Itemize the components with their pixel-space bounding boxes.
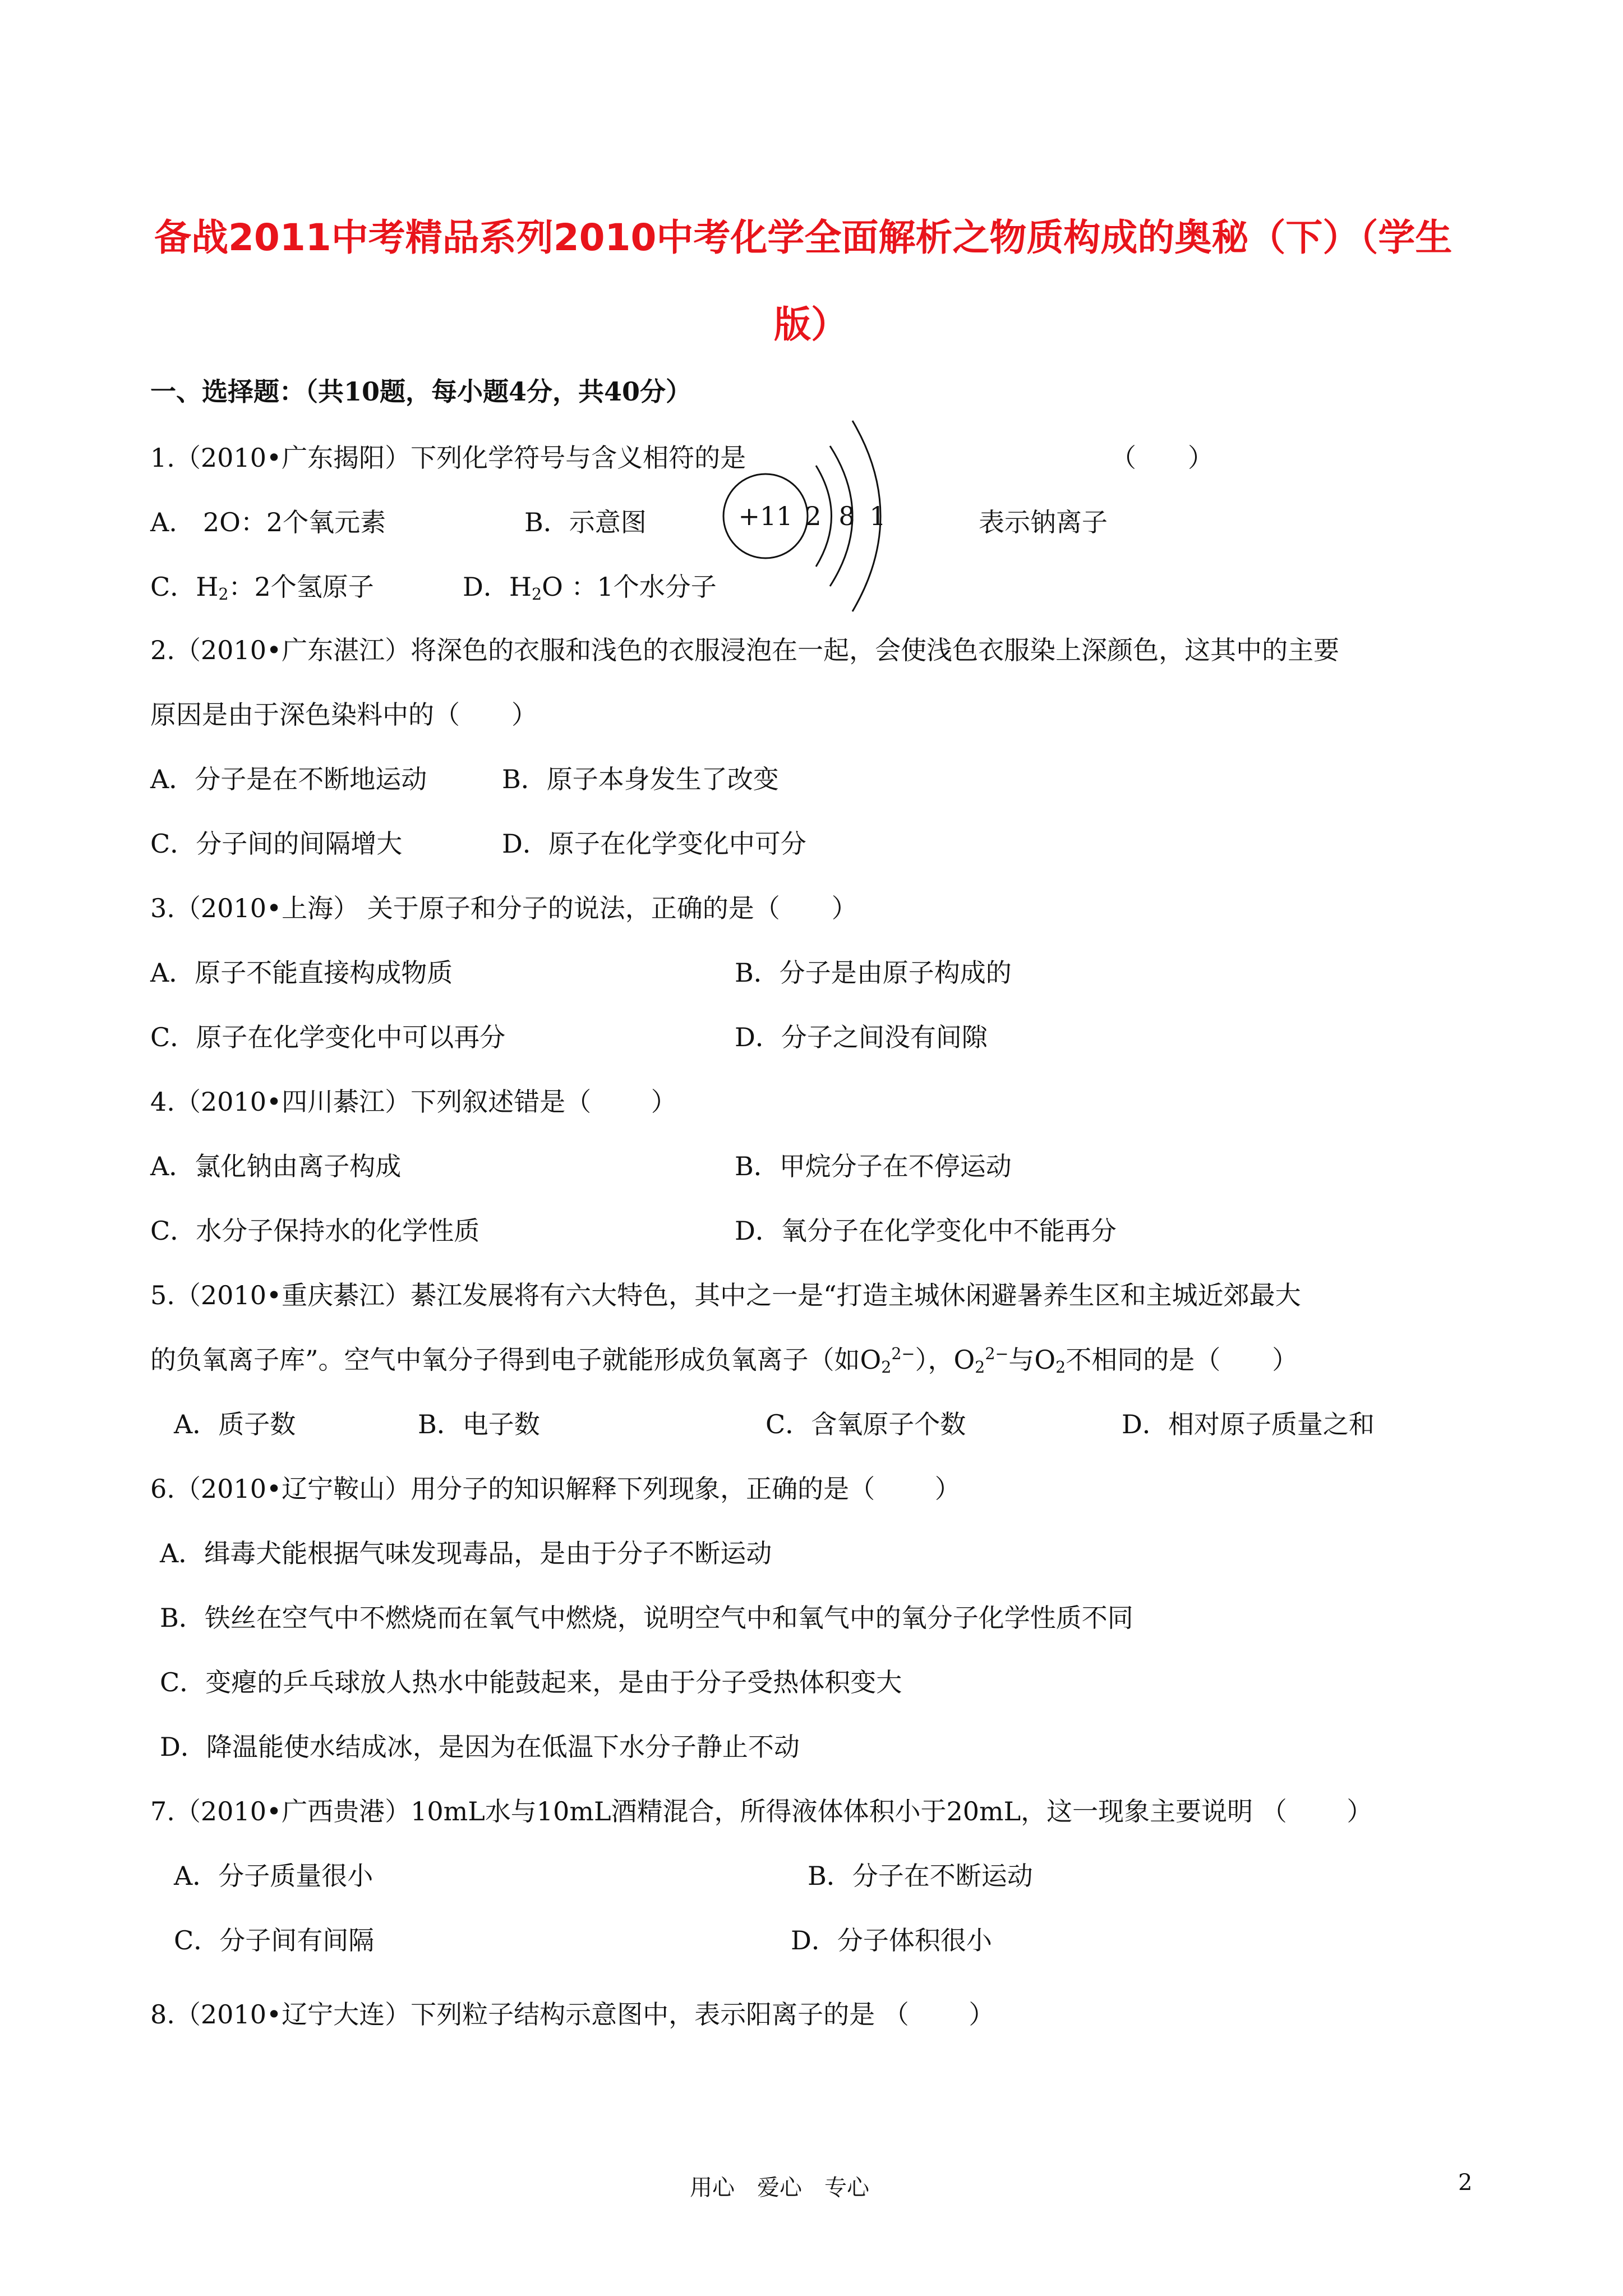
question-5-line-1: 5.（2010•重庆綦江）綦江发展将有六大特色，其中之一是“打造主城休闲避暑养生区和主城近郊最大 [150, 1280, 1301, 1310]
question-4-option-b: B．甲烷分子在不停运动 [735, 1151, 1012, 1181]
question-2-option-d: D．原子在化学变化中可分 [502, 829, 806, 859]
shell-1-electrons: 2 [805, 501, 822, 531]
sodium-atom-diagram [707, 415, 920, 617]
question-3-option-d: D．分子之间没有间隙 [735, 1022, 988, 1052]
question-6-option-d: D．降温能使水结成冰，是因为在低温下水分子静止不动 [160, 1732, 800, 1762]
question-1-stem: 1.（2010•广东揭阳）下列化学符号与含义相符的是 [150, 443, 746, 473]
question-4-option-d: D．氧分子在化学变化中不能再分 [735, 1216, 1117, 1246]
question-5-option-b: B．电子数 [418, 1409, 540, 1439]
question-6-option-c: C．变瘪的乒乓球放人热水中能鼓起来，是由于分子受热体积变大 [160, 1667, 902, 1697]
question-7-option-c: C．分子间有间隔 [174, 1925, 375, 1955]
footer-motto: 用心 爱心 专心 [690, 2175, 869, 2201]
question-2-line-1: 2.（2010•广东湛江）将深色的衣服和浅色的衣服浸泡在一起，会使浅色衣服染上深颜色，这其中的主要 [150, 635, 1340, 665]
question-5-option-c: C．含氧原子个数 [766, 1409, 966, 1439]
question-6-option-b: B．铁丝在空气中不燃烧而在氧气中燃烧，说明空气中和氧气中的氧分子化学性质不同 [160, 1603, 1133, 1633]
question-8-stem: 8.（2010•辽宁大连）下列粒子结构示意图中，表示阳离子的是 （ ） [150, 1999, 995, 2030]
question-4-option-c: C．水分子保持水的化学性质 [150, 1216, 480, 1246]
page-number: 2 [1458, 2170, 1473, 2196]
question-2-option-b: B．原子本身发生了改变 [502, 764, 779, 794]
question-5-option-a: A．质子数 [174, 1409, 296, 1439]
question-5-line-2: 的负氧离子库”。空气中氧分子得到电子就能形成负氧离子（如$O_2^{2-}$），$O_2^{2-}$与$O_2$不相同的是（ ） [150, 1344, 1298, 1377]
question-2-option-a: A．分子是在不断地运动 [150, 764, 427, 794]
question-1-answer-blank: （ ） [1110, 443, 1214, 473]
shell-2-electrons: 8 [838, 501, 855, 531]
question-3-stem: 3.（2010•上海） 关于原子和分子的说法，正确的是（ ） [150, 893, 857, 923]
question-1-option-b-tail: 表示钠离子 [979, 507, 1108, 537]
question-1-option-d: D．$H_2O$ ：1个水分子 [463, 572, 717, 604]
question-6-stem: 6.（2010•辽宁鞍山）用分子的知识解释下列现象，正确的是（ ） [150, 1474, 961, 1504]
question-3-option-b: B．分子是由原子构成的 [735, 958, 1012, 988]
question-1-option-a: A. 2O：2个氧元素 [150, 507, 386, 537]
question-4-option-a: A．氯化钠由离子构成 [150, 1151, 402, 1181]
nucleus-charge: +11 [738, 501, 793, 531]
shell-3-electrons: 1 [869, 501, 886, 531]
question-7-option-d: D．分子体积很小 [791, 1925, 992, 1955]
question-7-stem: 7.（2010•广西贵港）10mL水与10mL酒精混合，所得液体体积小于20mL，这一现象主要说明 （ ） [150, 1796, 1373, 1826]
question-2-option-c: C．分子间的间隔增大 [150, 829, 403, 859]
title-line-1: 备战2011中考精品系列2010中考化学全面解析之物质构成的奥秘（下）（学生 [154, 216, 1453, 259]
title-line-2: 版） [774, 303, 848, 346]
question-3-option-c: C．原子在化学变化中可以再分 [150, 1022, 506, 1052]
question-1-option-c: C．$H_2$：2个氢原子 [150, 572, 374, 604]
question-3-option-a: A．原子不能直接构成物质 [150, 958, 453, 988]
section-heading: 一、选择题：（共10题，每小题4分，共40分） [150, 376, 692, 407]
question-7-option-b: B．分子在不断运动 [808, 1861, 1033, 1891]
question-6-option-a: A．缉毒犬能根据气味发现毒品，是由于分子不断运动 [160, 1538, 772, 1568]
question-7-option-a: A．分子质量很小 [174, 1861, 374, 1891]
question-5-option-d: D．相对原子质量之和 [1122, 1409, 1375, 1439]
question-4-stem: 4.（2010•四川綦江）下列叙述错是（ ） [150, 1087, 677, 1117]
question-2-line-2: 原因是由于深色染料中的（ ） [150, 700, 537, 730]
question-1-option-b: B．示意图 [524, 507, 647, 537]
